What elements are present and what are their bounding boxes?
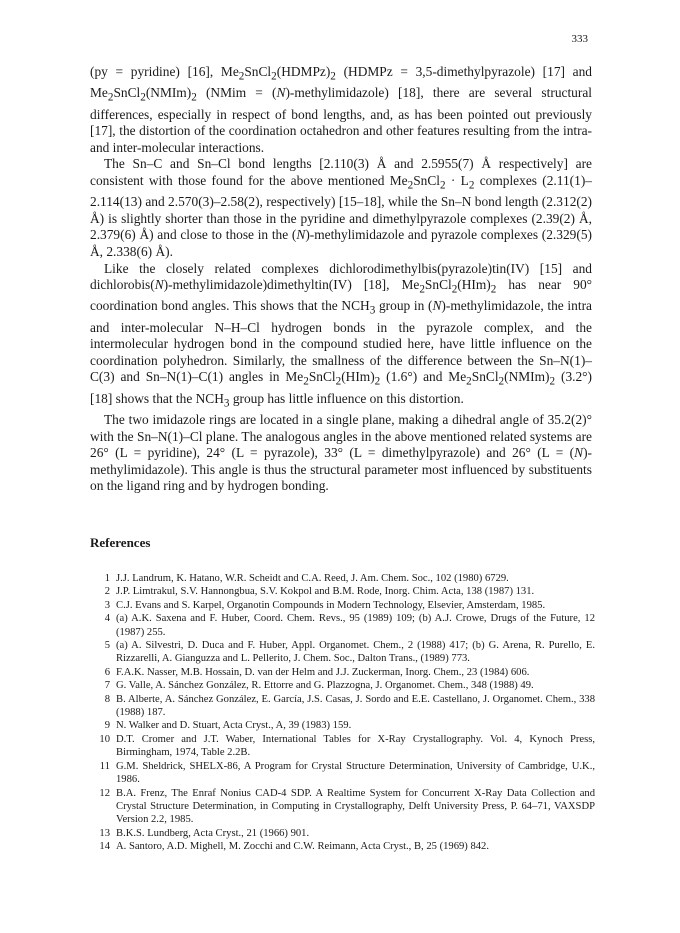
reference-text: (a) A. Silvestri, D. Duca and F. Huber, Appl. Organomet. Chem., 2 (1988) 417; (b) G. Arena, R. Purello, E. Rizzarelli, A. Gianguzza and L. Pellerito, J. Chem. Soc., Dalton Trans., (1989) 773.	[116, 640, 595, 665]
reference-item	[90, 585, 595, 598]
reference-text: J.J. Landrum, K. Hatano, W.R. Scheidt and C.A. Reed, J. Am. Chem. Soc., 102 (1980) 6729.	[116, 573, 509, 584]
reference-number: 13	[99, 827, 110, 839]
reference-text: C.J. Evans and S. Karpel, Organotin Compounds in Modern Technology, Elsevier, Amsterdam, 1985.	[116, 599, 546, 611]
reference-item	[90, 599, 595, 612]
references-list	[90, 572, 595, 854]
reference-number: 6	[104, 666, 110, 678]
reference-item	[90, 693, 595, 720]
reference-item	[90, 612, 595, 639]
reference-number: 2	[104, 586, 110, 598]
reference-text: D.T. Cromer and J.T. Waber, International Tables for X-Ray Crystallography. Vol. 4, Kynoch Press, Birmingham, 1974, Table 2.2B.	[116, 733, 595, 759]
reference-number: 9	[104, 720, 110, 732]
reference-number: 11	[99, 760, 110, 772]
reference-text: G. Valle, A. Sánchez González, R. Ettorre and G. Plazzogna, J. Organomet. Chem., 348 (1988) 49.	[116, 680, 534, 692]
reference-text: G.M. Sheldrick, SHELX-86, A Program for Crystal Structure Determination, University of Cambridge, U.K., 1986.	[116, 760, 595, 786]
reference-item	[90, 840, 595, 853]
page-number: 333	[571, 33, 588, 45]
reference-number: 8	[104, 693, 110, 705]
reference-number: 1	[104, 573, 110, 584]
reference-text: F.A.K. Nasser, M.B. Hossain, D. van der Helm and J.J. Zuckerman, Inorg. Chem., 23 (1984) 606.	[116, 666, 530, 678]
reference-number: 5	[104, 640, 110, 652]
reference-item	[90, 760, 595, 787]
reference-item	[90, 787, 595, 827]
reference-item	[90, 733, 595, 760]
reference-text: A. Santoro, A.D. Mighell, M. Zocchi and C.W. Reimann, Acta Cryst., B, 25 (1969) 842.	[116, 841, 490, 853]
reference-text: B.A. Frenz, The Enraf Nonius CAD-4 SDP. A Realtime System for Concurrent X-Ray Data Collection and Crystal Structure Determination, in Computing in Crystallography, Delft University Press, P. 64–71, VAXSDP Version 2.2, 1985.	[116, 787, 595, 826]
body-text	[90, 64, 592, 495]
reference-item	[90, 827, 595, 840]
reference-number: 7	[104, 680, 110, 692]
reference-item	[90, 666, 595, 679]
reference-number: 4	[104, 613, 110, 625]
reference-item	[90, 639, 595, 666]
reference-number: 10	[99, 733, 110, 745]
reference-item	[90, 679, 595, 692]
body-paragraph: (py = pyridine) [16], $Me_2SnCl_2(HDMPz)_2$ (HDMPz = 3,5-dimethylpyrazole) [17] and $Me_2SnCl_2(NMIm)_2$ (NMim = (N)-methylimidazole) [18], there are several structural differences, especially in respect of bond lengths, and, as has been pointed out previously [17], the distortion of the coordination octahedron and other features resulting from the intra- and inter-molecular interactions.	[90, 64, 592, 155]
reference-text: B. Alberte, A. Sánchez González, E. García, J.S. Casas, J. Sordo and E.E. Castellano, J. Organomet. Chem., 338 (1988) 187.	[116, 693, 595, 719]
reference-item	[90, 719, 595, 732]
reference-text: J.P. Limtrakul, S.V. Hannongbua, S.V. Kokpol and B.M. Rode, Inorg. Chim. Acta, 138 (1987) 131.	[116, 586, 535, 598]
reference-item	[90, 572, 595, 585]
reference-text: B.K.S. Lundberg, Acta Cryst., 21 (1966) 901.	[116, 827, 310, 839]
reference-number: 3	[104, 599, 110, 611]
body-paragraph: The two imidazole rings are located in a single plane, making a dihedral angle of 35.2(2)° with the Sn–N(1)–Cl plane. The analogous angles in the above mentioned related systems are 26° (L = pyridine), 24° (L = pyrazole), 33° (L = dimethylpyrazole) and 26° (L = (N)-methylimidazole). This angle is thus the structural parameter most influenced by substituents on the ligand ring and by hydrogen bonding.	[90, 411, 592, 494]
reference-number: 14	[99, 841, 110, 853]
reference-text: (a) A.K. Saxena and F. Huber, Coord. Chem. Revs., 95 (1989) 109; (b) A.J. Crowe, Drugs of the Future, 12 (1987) 255.	[116, 613, 595, 638]
reference-text: N. Walker and D. Stuart, Acta Cryst., A, 39 (1983) 159.	[116, 720, 352, 732]
references-heading: References	[90, 535, 151, 550]
body-paragraph: Like the closely related complexes dichlorodimethylbis(pyrazole)tin(IV) [15] and dichlorobis(N)-methylimidazole)dimethyltin(IV) [18], $Me_2SnCl_2(HIm)_2$ has near 90° coordination bond angles. This shows that the $NCH_3$ group in (N)-methylimidazole, the intra and inter-molecular N–H–Cl hydrogen bonds in the pyrazole complex, and the intermolecular hydrogen bond in the compound studied here, have little influence on the coordination polyhedron. Similarly, the smallness of the difference between the Sn–N(1)–C(3) and Sn–N(1)–C(1) angles in $Me_2SnCl_2(HIm)_2$ (1.6°) and $Me_2SnCl_2(NMIm)_2$ (3.2°) [18] shows that the $NCH_3$ group has little influence on this distortion.	[90, 260, 593, 410]
body-paragraph: The Sn–C and Sn–Cl bond lengths [2.110(3) Å and 2.5955(7) Å respectively] are consistent with those found for the above mentioned $Me_2SnCl_2 \cdot L_2$ complexes (2.11(1)–2.114(13) and 2.570(3)–2.58(2), respectively) [15–18], while the Sn–N bond length (2.312(2) Å) is slightly shorter than those in the pyridine and dimethylpyrazole complexes (2.39(2) Å, 2.379(6) Å) and close to those in the (N)-methylimidazole and pyrazole complexes (2.329(5) Å, 2.338(6) Å).	[90, 156, 592, 259]
reference-number: 12	[99, 787, 110, 799]
